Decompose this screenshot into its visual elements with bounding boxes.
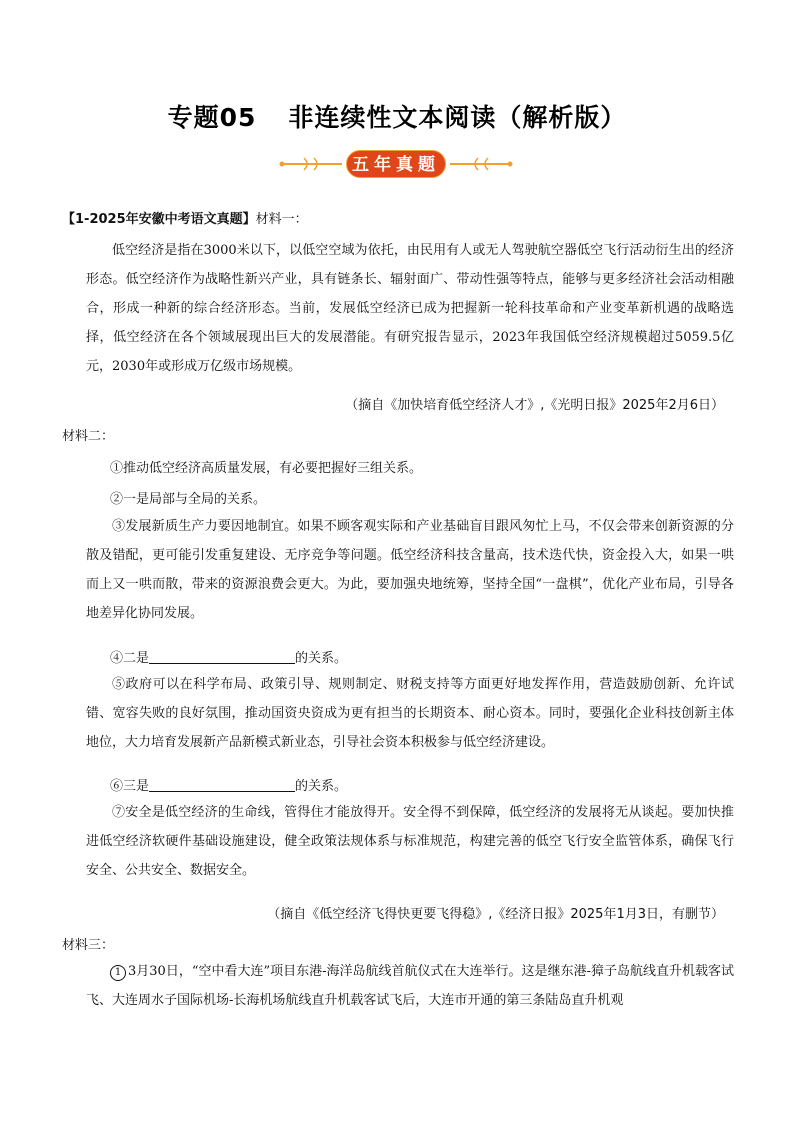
material2-paragraph-1: ①推动低空经济高质量发展，有必要把握好三组关系。 bbox=[110, 461, 423, 476]
banner-label: 五年真题 bbox=[346, 150, 446, 178]
material2-source: （摘自《低空经济飞得快更要飞得稳》,《经济日报》2025年1月3日，有删节） bbox=[267, 907, 724, 922]
material2-paragraph-4: ④二是 的关系。 bbox=[110, 651, 348, 666]
circled-number-1: 1 bbox=[110, 965, 126, 981]
answer-blank bbox=[149, 778, 295, 792]
section-banner bbox=[276, 146, 516, 182]
material3-label: 材料三： bbox=[62, 938, 115, 953]
material2-paragraph-2: ②一是局部与全局的关系。 bbox=[110, 492, 267, 507]
page-title: 专题05 非连续性文本阅读（解析版） bbox=[167, 103, 627, 132]
question-heading: 【1-2025年安徽中考语文真题】材料一： bbox=[62, 212, 308, 227]
material2-paragraph-5: ⑤政府可以在科学布局、政策引导、规则制定、财税支持等方面更好地发挥作用，营造鼓励创新、允许试错、宽容失败的良好氛围，推动国资央资成为更有担当的长期资本、耐心资本。同时，要强化企业科技创新主体地位，大力培育发展新产品新模式新业态，引导社会资本积极参与低空经济建设。 bbox=[86, 677, 734, 750]
material2-paragraph-3: ③发展新质生产力要因地制宜。如果不顾客观实际和产业基础盲目跟风匆忙上马，不仅会带来创新资源的分散及错配，更可能引发重复建设、无序竞争等问题。低空经济科技含量高，技术迭代快，资金投入大，如果一哄而上又一哄而散，带来的资源浪费会更大。为此，要加强央地统筹，坚持全国“一盘棋”，优化产业布局，引导各地差异化协同发展。 bbox=[86, 519, 734, 621]
material2-label: 材料二： bbox=[62, 429, 115, 444]
answer-blank bbox=[149, 650, 295, 664]
material3-paragraph-1: 1 3月30日，“空中看大连”项目东港-海洋岛航线首航仪式在大连举行。这是继东港-獐子岛航线直升机载客试飞、大连周水子国际机场-长海机场航线直升机载客试飞后，大连市开通的第三条陆岛直升机观 bbox=[86, 964, 734, 1008]
material1-source: （摘自《加快培育低空经济人才》,《光明日报》2025年2月6日） bbox=[345, 398, 724, 413]
material2-paragraph-7: ⑦安全是低空经济的生命线，管得住才能放得开。安全得不到保障，低空经济的发展将无从谈起。要加快推进低空经济软硬件基础设施建设，健全政策法规体系与标准规范，构建完善的低空飞行安全监管体系，确保飞行安全、公共安全、数据安全。 bbox=[86, 805, 734, 878]
material2-paragraph-6: ⑥三是 的关系。 bbox=[110, 779, 348, 794]
material1-paragraph: 低空经济是指在3000米以下，以低空空域为依托，由民用有人或无人驾驶航空器低空飞行活动衍生出的经济形态。低空经济作为战略性新兴产业，具有链条长、辐射面广、带动性强等特点，能够与更多经济社会活动相融合，形成一种新的综合经济形态。当前，发展低空经济已成为把握新一轮科技革命和产业变革新机遇的战略选择，低空经济在各个领域展现出巨大的发展潜能。有研究报告显示，2023年我国低空经济规模超过5059.5亿元，2030年或形成万亿级市场规模。 bbox=[86, 243, 734, 374]
